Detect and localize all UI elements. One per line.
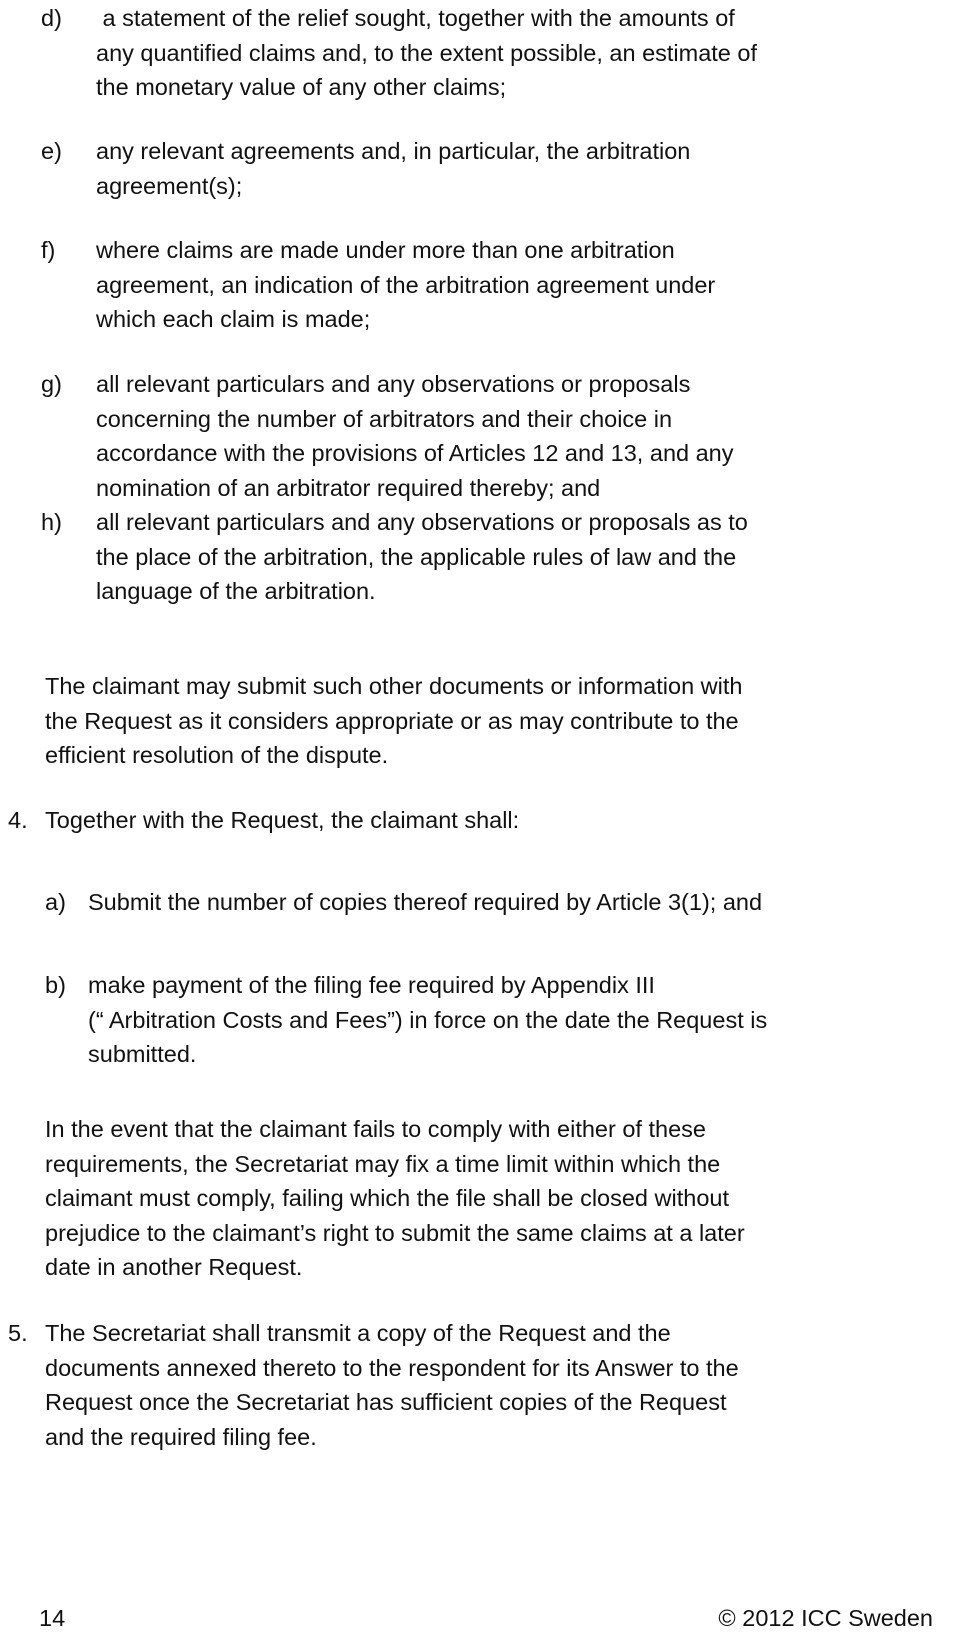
list-marker: a) [45,889,66,915]
text-line: In the event that the claimant fails to comply with either of these [45,1116,706,1142]
list-item-text [96,134,690,203]
text-line: prejudice to the claimant’s right to submit the same claims at a later [45,1219,745,1246]
text-line: agreement, an indication of the arbitration agreement under [96,271,716,298]
list-item-text [96,367,734,505]
text-line: Request once the Secretariat has sufficient copies of the Request [45,1389,727,1415]
text-line: nomination of an arbitrator required thereby; and [96,474,601,501]
article-number: 4. [8,807,28,833]
text-line: The Secretariat shall transmit a copy of the Request and the [45,1320,671,1346]
text-line: The claimant may submit such other documents or information with [45,673,743,699]
text-line: any quantified claims and, to the extent possible, an estimate of [96,39,758,66]
text-line: the monetary value of any other claims; [96,74,507,100]
text-line: (“ Arbitration Costs and Fees”) in force on the date the Request is [88,1006,768,1033]
text-line: submitted. [88,1041,197,1067]
paragraph-non-compliance [45,1112,745,1285]
text-line: the place of the arbitration, the applicable rules of law and the [96,543,737,570]
article-text [45,803,519,838]
text-line: concerning the number of arbitrators and their choice in [96,405,673,432]
text-line: documents annexed thereto to the respondent for its Answer to the [45,1354,739,1381]
text-line: language of the arbitration. [96,578,376,604]
text-line: all relevant particulars and any observations or proposals as to [96,509,748,535]
text-line: and the required filing fee. [45,1423,317,1450]
text-line: requirements, the Secretariat may fix a time limit within which the [45,1150,721,1177]
list-marker: f) [41,237,56,263]
text-line: make payment of the filing fee required by Appendix III [88,972,655,998]
list-item-text [96,1,757,105]
text-line: accordance with the provisions of Articles 12 and 13, and any [96,440,734,466]
text-line: any relevant agreements and, in particular, the arbitration [96,138,691,164]
footer-copyright: © 2012 ICC Sweden [718,1605,933,1631]
text-line: a statement of the relief sought, together with the amounts of [96,5,735,31]
list-item-text [88,968,767,1072]
text-line: which each claim is made; [96,306,371,332]
text-line: efficient resolution of the dispute. [45,742,389,768]
text-line: agreement(s); [96,172,243,199]
list-item-text [96,233,715,337]
article-text [45,1316,739,1454]
list-marker: d) [41,5,62,31]
page-number: 14 [39,1605,66,1631]
paragraph-additional-documents [45,669,742,773]
text-line: Submit the number of copies thereof required by Article 3(1); and [88,889,763,915]
list-marker: e) [41,138,62,164]
list-marker: b) [45,972,66,998]
list-marker: g) [41,371,62,397]
article-number: 5. [8,1320,28,1346]
text-line: claimant must comply, failing which the file shall be closed without [45,1185,729,1211]
text-line: the Request as it considers appropriate or as may contribute to the [45,707,739,734]
text-line: date in another Request. [45,1254,303,1280]
list-marker: h) [41,509,62,535]
text-line: where claims are made under more than one arbitration [96,237,675,263]
list-item-text [88,885,762,920]
list-item-text [96,505,748,609]
text-line: all relevant particulars and any observations or proposals [96,371,691,397]
text-line: Together with the Request, the claimant shall: [45,807,520,833]
